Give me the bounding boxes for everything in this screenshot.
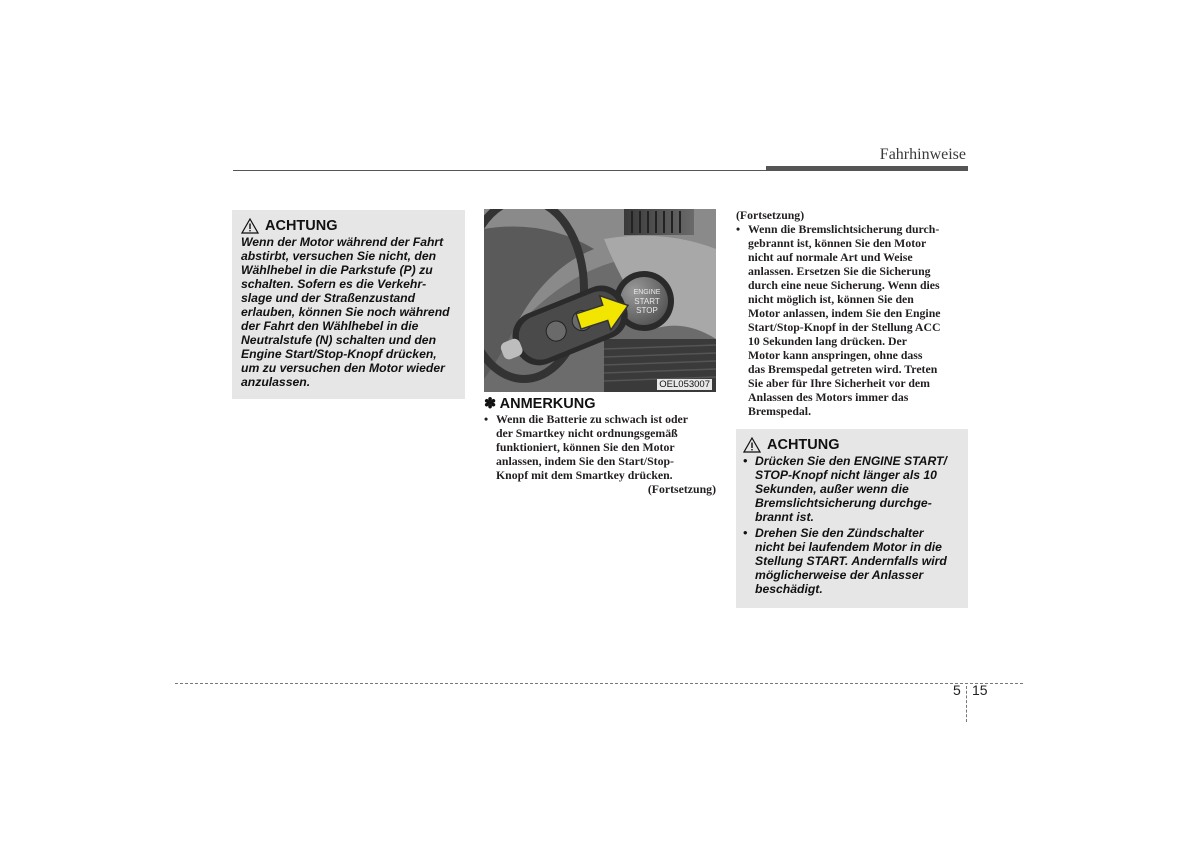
warning-line: STOP-Knopf nicht länger als 10 [755, 468, 937, 482]
fuse-line: durch eine neue Sicherung. Wenn dies [748, 278, 940, 292]
warning-triangle-icon [241, 218, 259, 234]
fuse-line: das Bremspedal getreten wird. Treten [748, 362, 938, 376]
fuse-bullet [736, 222, 968, 418]
fuse-line: gebrannt ist, können Sie den Motor [748, 236, 927, 250]
fuse-line: 10 Sekunden lang drücken. Der [748, 334, 907, 348]
warning-line: Wählhebel in die Parkstufe (P) zu [241, 263, 433, 277]
warning-heading-text: ACHTUNG [767, 437, 840, 453]
bullet-dot: • [743, 526, 748, 540]
continued-label: (Fortsetzung) [647, 482, 716, 496]
warning-line: Drücken Sie den ENGINE START/ [755, 454, 947, 468]
note-line: Wenn die Batterie zu schwach ist oder [496, 412, 689, 426]
warning-line: Drehen Sie den Zündschalter [755, 526, 924, 540]
warning-line: um zu versuchen den Motor wieder [241, 361, 445, 375]
note-line: funktioniert, können Sie den Motor [496, 440, 675, 454]
warning-triangle-icon [743, 437, 761, 453]
warning-heading-text: ACHTUNG [265, 218, 338, 234]
note-line: der Smartkey nicht ordnungsgemäß [496, 426, 678, 440]
right-column [736, 208, 968, 418]
footer-rule [175, 683, 1023, 684]
warning-line: Engine Start/Stop-Knopf drücken, [241, 347, 437, 361]
chapter-number: 5 [953, 682, 961, 698]
note-line: Knopf mit dem Smartkey drücken. [496, 468, 673, 482]
header-rule-accent [766, 166, 968, 171]
warning-line: Wenn der Motor während der Fahrt [241, 235, 444, 249]
note-heading: ✽ ANMERKUNG [484, 396, 596, 412]
warning-line: schalten. Sofern es die Verkehr- [241, 277, 427, 291]
header-rule [233, 170, 766, 171]
bullet-dot: • [736, 222, 741, 236]
warning-line: möglicherweise der Anlasser [755, 568, 924, 582]
warning-line: Sekunden, außer wenn die [755, 482, 909, 496]
fuse-line: Sie aber für Ihre Sicherheit vor dem [748, 376, 930, 390]
fuse-line: Anlassen des Motors immer das [748, 390, 909, 404]
fuse-line: nicht auf normale Art und Weise [748, 250, 913, 264]
note-line: anlassen, indem Sie den Start/Stop- [496, 454, 674, 468]
fuse-line: Motor anlassen, indem Sie den Engine [748, 306, 941, 320]
fuse-line: Start/Stop-Knopf in der Stellung ACC [748, 320, 941, 334]
warning-box-right [736, 429, 968, 608]
warning-line: nicht bei laufendem Motor in die [755, 540, 942, 554]
smartkey-illustration [484, 209, 716, 392]
button-text-stop: STOP [636, 306, 658, 315]
warning-heading [743, 437, 962, 453]
section-title: Fahrhinweise [879, 146, 966, 163]
warning-line: abstirbt, versuchen Sie nicht, den [241, 249, 437, 263]
button-text-start: START [634, 297, 660, 306]
button-text-engine: ENGINE [633, 289, 661, 296]
warning-heading [241, 218, 457, 234]
fuse-line: Wenn die Bremslichtsicherung durch- [748, 222, 940, 236]
note-bullet [484, 412, 716, 482]
bullet-dot: • [743, 454, 748, 468]
warning-bullet [743, 454, 962, 524]
page-number: 15 [972, 682, 988, 698]
fuse-line: Motor kann anspringen, ohne dass [748, 348, 923, 362]
fuse-line: anlassen. Ersetzen Sie die Sicherung [748, 264, 931, 278]
warning-line: der Fahrt den Wählhebel in die [241, 319, 419, 333]
smartkey-photo [484, 209, 716, 392]
warning-line: beschädigt. [755, 582, 823, 596]
footer-separator [966, 686, 967, 722]
warning-bullet [743, 526, 962, 596]
warning-line: Bremslichtsicherung durchge- [755, 496, 932, 510]
warning-line: Stellung START. Andernfalls wird [755, 554, 947, 568]
bullet-dot: • [484, 412, 489, 426]
note-section [484, 396, 716, 496]
warning-box-left [232, 210, 465, 399]
fuse-line: Bremspedal. [748, 404, 812, 418]
warning-line: Neutralstufe (N) schalten und den [241, 333, 437, 347]
warning-line: anzulassen. [241, 375, 311, 389]
continued-label: (Fortsetzung) [736, 208, 805, 222]
photo-code: OEL053007 [659, 379, 710, 390]
warning-line: brannt ist. [755, 510, 814, 524]
warning-line: slage und der Straßenzustand [241, 291, 416, 305]
fuse-line: nicht möglich ist, können Sie den [748, 292, 914, 306]
warning-line: erlauben, können Sie noch während [241, 305, 450, 319]
